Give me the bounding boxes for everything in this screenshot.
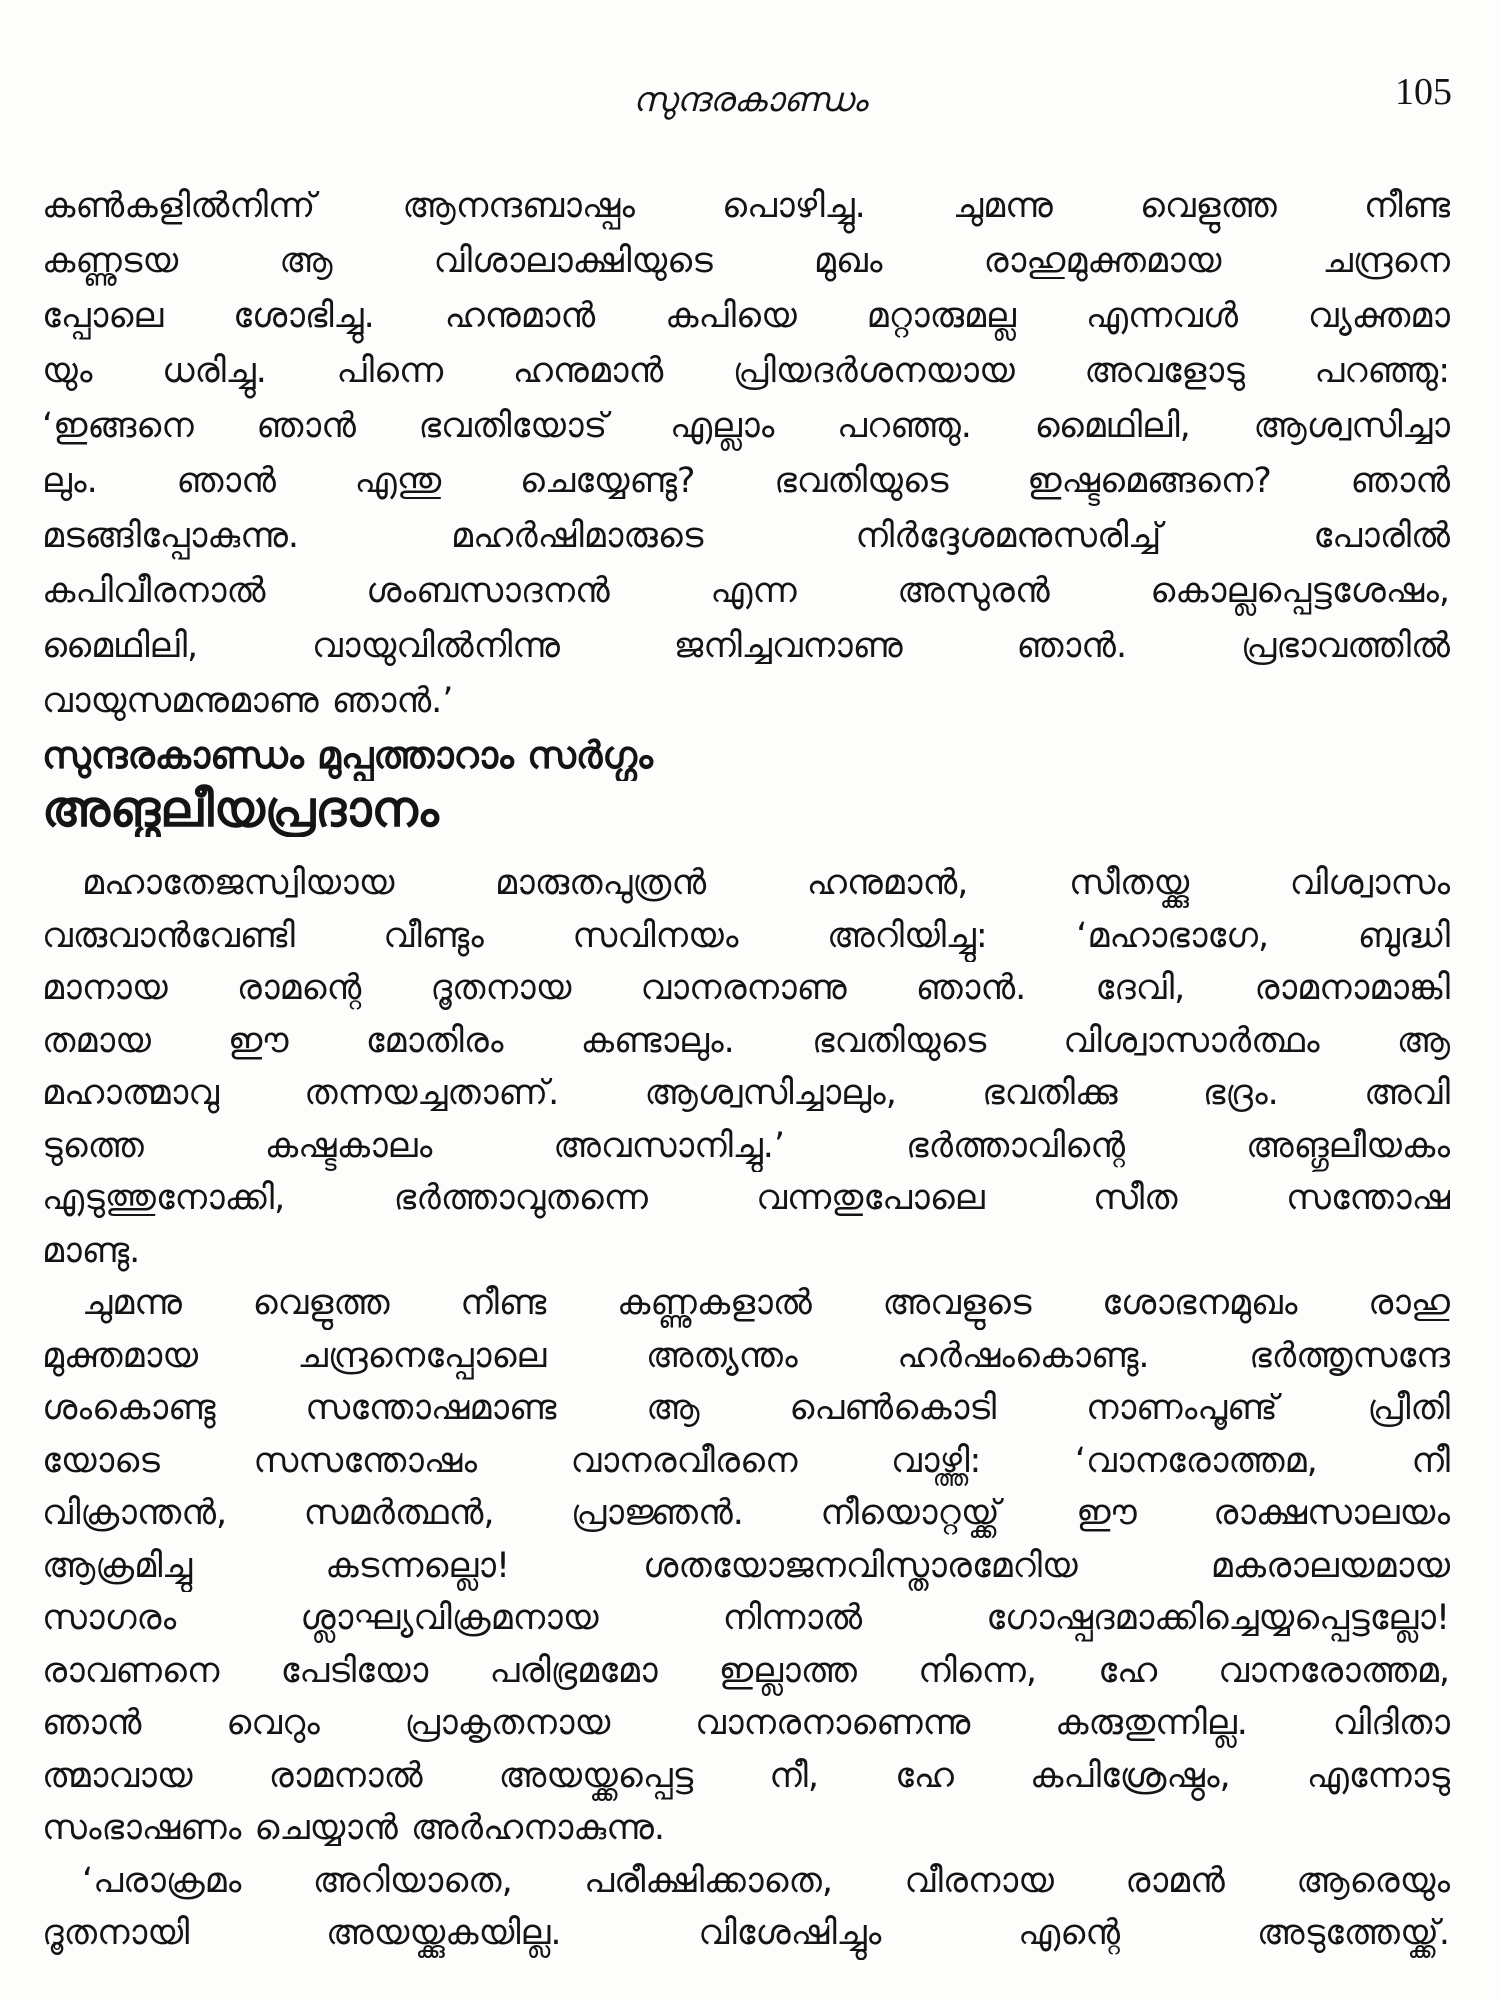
text-line: കണ്ണുടയ ആ വിശാലാക്ഷിയുടെ മുഖം രാഹുമുക്തമായ ചന്ദ്രനെ: [42, 241, 1450, 281]
text-line: വായുസമനുമാണു ഞാൻ.’: [42, 681, 454, 721]
chapter-title: സുന്ദരകാണ്ഡം മുപ്പത്താറാം സർഗ്ഗം: [42, 733, 653, 777]
text-line: ചുമന്നു വെളുത്ത നീണ്ട കണ്ണുകളാൽ അവളുടെ ശോഭനമുഖം രാഹു: [82, 1283, 1450, 1323]
text-line: വിക്രാന്തൻ, സമർത്ഥൻ, പ്രാജ്ഞൻ. നീയൊറ്റയ്ക്ക് ഈ രാക്ഷസാലയം: [42, 1493, 1450, 1533]
text-line: ‘ഇങ്ങനെ ഞാൻ ഭവതിയോട് എല്ലാം പറഞ്ഞു. മൈഥിലി, ആശ്വസിച്ചാ: [42, 406, 1450, 446]
page-number: 105: [1395, 71, 1452, 113]
text-line: യോടെ സസന്തോഷം വാനരവീരനെ വാഴ്ത്തി: ‘വാനരോത്തമ, നീ: [42, 1440, 1450, 1481]
text-line: സാഗരം ശ്ലാഘ്യവിക്രമനായ നിന്നാൽ ഗോഷ്പദമാക്കിച്ചെയ്യപ്പെട്ടല്ലോ!: [42, 1598, 1450, 1638]
text-line: കപിവീരനാൽ ശംബസാദനൻ എന്ന അസുരൻ കൊല്ലപ്പെട്ടശേഷം,: [42, 571, 1450, 611]
chapter-subtitle: അങ്ഗുലീയപ്രദാനം: [42, 781, 439, 837]
text-line: ദൂതനായി അയയ്ക്കുകയില്ല. വിശേഷിച്ചും എന്റെ അടുത്തേയ്ക്ക്.: [42, 1913, 1450, 1953]
text-line: പ്പോലെ ശോഭിച്ചു. ഹനുമാൻ കപിയെ മറ്റാരുമല്ല എന്നവൾ വ്യക്തമാ: [42, 296, 1450, 336]
paragraph: [42, 1277, 1450, 1855]
text-line: ശംകൊണ്ടു സന്തോഷമാണ്ട ആ പെൺകൊടി നാണംപൂണ്ട് പ്രീതി: [42, 1388, 1450, 1428]
text-line: എടുത്തുനോക്കി, ഭർത്താവുതന്നെ വന്നതുപോലെ സീത സന്തോഷ: [42, 1178, 1450, 1218]
text-line: മൈഥിലി, വായുവിൽനിന്നു ജനിച്ചവനാണു ഞാൻ. പ്രഭാവത്തിൽ: [42, 626, 1450, 666]
text-line: വരുവാൻവേണ്ടി വീണ്ടും സവിനയം അറിയിച്ചു: ‘മഹാഭാഗേ, ബുദ്ധി: [42, 915, 1450, 956]
text-line: മാനായ രാമന്റെ ദൂതനായ വാനരനാണു ഞാൻ. ദേവി, രാമനാമാങ്കി: [42, 968, 1450, 1008]
text-line: രാവണനെ പേടിയോ പരിഭ്രമമോ ഇല്ലാത്ത നിന്നെ, ഹേ വാനരോത്തമ,: [42, 1650, 1450, 1691]
text-line: മഹാതേജസ്വിയായ മാരുതപുത്രൻ ഹനുമാൻ, സീതയ്ക്കു വിശ്വാസം: [82, 863, 1450, 903]
text-line: യും ധരിച്ചു. പിന്നെ ഹനുമാൻ പ്രിയദർശനയായ അവളോടു പറഞ്ഞു:: [42, 351, 1450, 391]
text-line: ഞാൻ വെറും പ്രാകൃതനായ വാനരനാണെന്നു കരുതുന്നില്ല. വിദിതാ: [42, 1703, 1450, 1743]
paragraph: [42, 1855, 1450, 1960]
text-line: ‘പരാക്രമം അറിയാതെ, പരീക്ഷിക്കാതെ, വീരനായ രാമൻ ആരെയും: [82, 1860, 1450, 1901]
text-line: ലും. ഞാൻ എന്തു ചെയ്യേണ്ടു? ഭവതിയുടെ ഇഷ്ടമെങ്ങനെ? ഞാൻ: [42, 461, 1450, 501]
text-line: ടുത്തെ കഷ്ടകാലം അവസാനിച്ചു.’ ഭർത്താവിന്റെ അങ്ഗുലീയകം: [42, 1125, 1450, 1166]
text-column: [42, 179, 1450, 1960]
paragraph-continuation: [42, 179, 1450, 729]
running-head: സുന്ദരകാണ്ഡം: [632, 80, 868, 120]
text-line: ആക്രമിച്ചു കടന്നല്ലൊ! ശതയോജനവിസ്താരമേറിയ മകരാലയമായ: [42, 1545, 1450, 1586]
text-line: മടങ്ങിപ്പോകുന്നു. മഹർഷിമാരുടെ നിർദ്ദേശമനുസരിച്ച് പോരിൽ: [42, 516, 1450, 556]
paragraph: [42, 857, 1450, 1277]
text-line: മാണ്ടു.: [42, 1230, 141, 1271]
text-line: മുക്തമായ ചന്ദ്രനെപ്പോലെ അത്യന്തം ഹർഷംകൊണ്ടു. ഭർത്തൃസന്ദേ: [42, 1335, 1450, 1376]
text-line: ത്മാവായ രാമനാൽ അയയ്ക്കപ്പെട്ട നീ, ഹേ കപിശ്രേഷ്ഠം, എന്നോടു: [42, 1755, 1450, 1796]
text-line: കൺകളിൽനിന്ന് ആനന്ദബാഷ്പം പൊഴിച്ചു. ചുമന്നു വെളുത്ത നീണ്ട: [42, 186, 1450, 226]
text-line: മഹാത്മാവു തന്നയച്ചതാണ്. ആശ്വസിച്ചാലും, ഭവതിക്കു ഭദ്രം. അവി: [42, 1073, 1450, 1113]
text-line: തമായ ഈ മോതിരം കണ്ടാലും. ഭവതിയുടെ വിശ്വാസാർത്ഥം ആ: [42, 1020, 1450, 1061]
text-line: സംഭാഷണം ചെയ്യാൻ അർഹനാകുന്നു.: [42, 1808, 666, 1848]
